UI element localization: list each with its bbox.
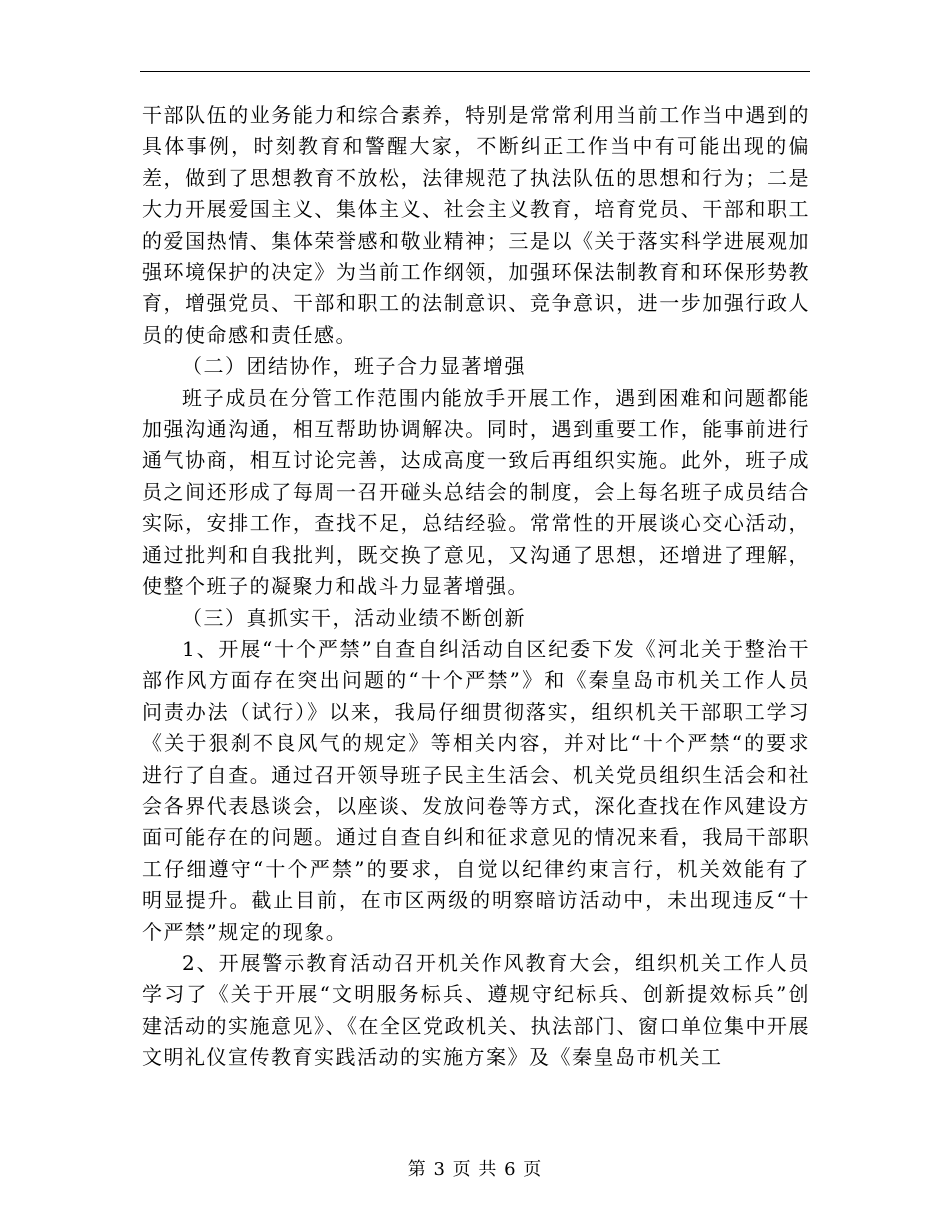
paragraph: 班子成员在分管工作范围内能放手开展工作，遇到困难和问题都能加强沟通沟通，相互帮助协调解决。同时，遇到重要工作，能事前进行通气协商，相互讨论完善，达成高度一致后再组织实施。此外，班子成员之间还形成了每周一召开碰头总结会的制度，会上每名班子成员结合实际，安排工作，查找不足，总结经验。常常性的开展谈心交心活动，通过批判和自我批判，既交换了意见，又沟通了思想，还增进了理解，使整个班子的凝聚力和战斗力显著增强。 (142, 385, 810, 599)
paragraph: 干部队伍的业务能力和综合素养，特别是常常利用当前工作当中遇到的具体事例，时刻教育和警醒大家，不断纠正工作当中有可能出现的偏差，做到了思想教育不放松，法律规范了执法队伍的思想和行为；二是大力开展爱国主义、集体主义、社会主义教育，培育党员、干部和职工的爱国热情、集体荣誉感和敬业精神；三是以《关于落实科学进展观加强环境保护的决定》为当前工作纲领，加强环保法制教育和环保形势教育，增强党员、干部和职工的法制意识、竞争意识，进一步加强行政人员的使命感和责任感。 (142, 103, 810, 347)
page-number-footer: 第 3 页 共 6 页 (407, 1159, 543, 1180)
paragraph: 1、开展“十个严禁”自查自纠活动自区纪委下发《河北关于整治干部作风方面存在突出问题的“十个严禁”》和《秦皇岛市机关工作人员问责办法（试行）》以来，我局仔细贯彻落实，组织机关干部职工学习《关于狠刹不良风气的规定》等相关内容，并对比“十个严禁“的要求进行了自查。通过召开领导班子民主生活会、机关党员组织生活会和社会各界代表恳谈会，以座谈、发放问卷等方式，深化查找在作风建设方面可能存在的问题。通过自查自纠和征求意见的情况来看，我局干部职工仔细遵守“十个严禁”的要求，自觉以纪律约束言行，机关效能有了明显提升。截止目前，在市区两级的明察暗访活动中，未出现违反“十个严禁”规定的现象。 (142, 636, 810, 944)
section-heading: （三）真抓实干，活动业绩不断创新 (182, 605, 526, 630)
header-rule (140, 71, 810, 72)
document-body (142, 100, 810, 1074)
paragraph: 2、开展警示教育活动召开机关作风教育大会，组织机关工作人员学习了《关于开展“文明服务标兵、遵规守纪标兵、创新提效标兵”创建活动的实施意见》、《在全区党政机关、执法部门、窗口单位集中开展文明礼仪宣传教育实践活动的实施方案》及《秦皇岛市机关工 (142, 950, 810, 1070)
section-heading: （二）团结协作，班子合力显著增强 (182, 354, 526, 379)
